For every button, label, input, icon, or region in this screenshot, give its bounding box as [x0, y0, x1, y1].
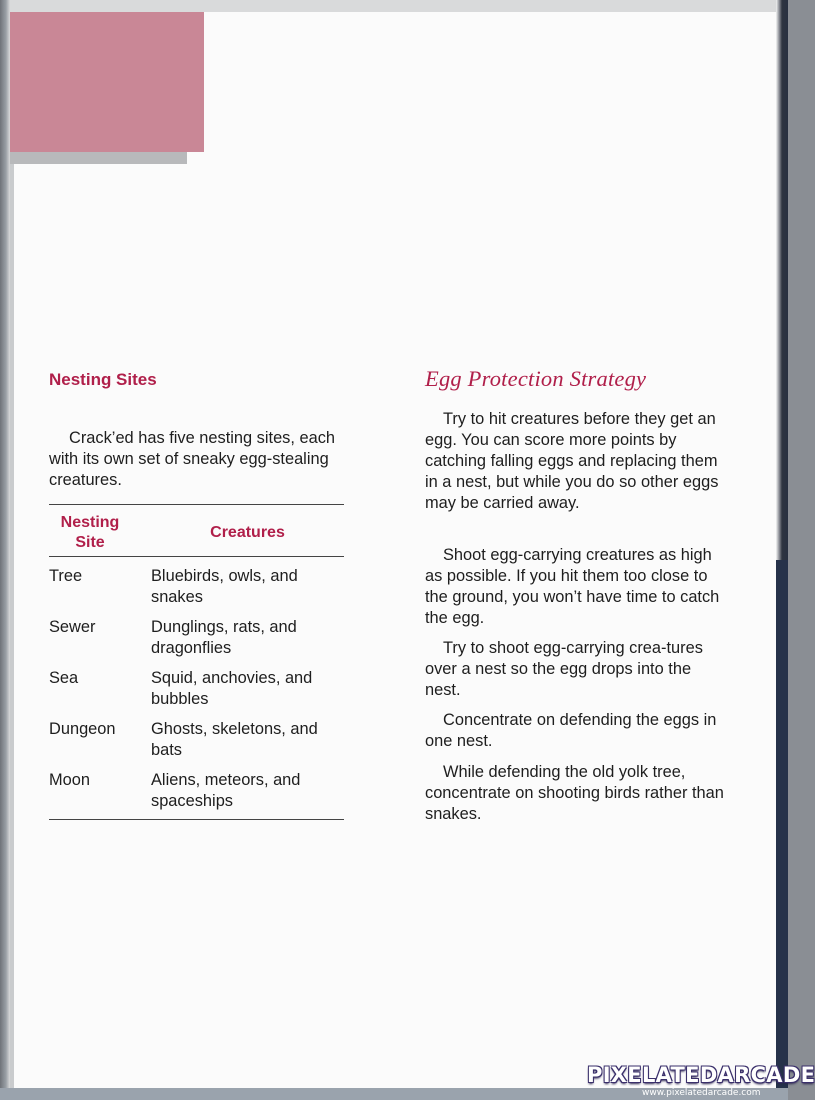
page-left-margin: [10, 12, 14, 1088]
strategy-paragraph: Try to shoot egg-carrying crea-tures over a nest so the egg drops into the nest.: [425, 639, 703, 699]
table-header-site: [49, 513, 131, 553]
nesting-sites-intro: Crack’ed has five nesting sites, each with its own set of sneaky egg-stealing creatures.: [49, 429, 336, 489]
table-row-site: Moon: [49, 771, 91, 789]
table-header-creatures: Creatures: [210, 524, 285, 541]
watermark-url: www.pixelatedarcade.com: [642, 1088, 761, 1098]
table-row-creatures: Squid, anchovies, and bubbles: [151, 669, 313, 708]
table-row-site: Sea: [49, 669, 79, 687]
corner-color-block: [10, 12, 204, 152]
table-row-creatures: Dunglings, rats, and dragonflies: [151, 618, 297, 657]
pixelatedarcade-logo: PIXELATEDARCADE: [587, 1063, 815, 1087]
table-row-creatures: Aliens, meteors, and spaceships: [151, 771, 301, 810]
nesting-sites-heading: Nesting Sites: [49, 370, 157, 389]
table-header-rule: [49, 556, 344, 557]
table-top-rule: [49, 504, 344, 505]
table-row-site: Dungeon: [49, 720, 116, 738]
table-header-site-line2: Site: [75, 534, 105, 551]
table-header-site-line1: Nesting: [60, 514, 120, 531]
strategy-paragraph: Try to hit creatures before they get an egg. You can score more points by catching falling eggs and replacing them in a nest, but while you do so other eggs may be carried away.: [425, 410, 719, 512]
table-row-site: Sewer: [49, 618, 96, 636]
table-bottom-rule: [49, 819, 344, 820]
table-row-creatures: Bluebirds, owls, and snakes: [151, 567, 298, 606]
strategy-paragraph: While defending the old yolk tree, concentrate on shooting birds rather than snakes.: [425, 763, 724, 823]
binder-edge: [775, 560, 788, 1100]
strategy-paragraph: Shoot egg-carrying creatures as high as possible. If you hit them too close to the ground, you won’t have time to catch the egg.: [425, 546, 720, 627]
egg-protection-heading: Egg Protection Strategy: [425, 366, 647, 391]
table-row-creatures: Ghosts, skeletons, and bats: [151, 720, 318, 759]
strategy-paragraph: Concentrate on defending the eggs in one nest.: [425, 711, 717, 750]
table-row-site: Tree: [49, 567, 83, 585]
